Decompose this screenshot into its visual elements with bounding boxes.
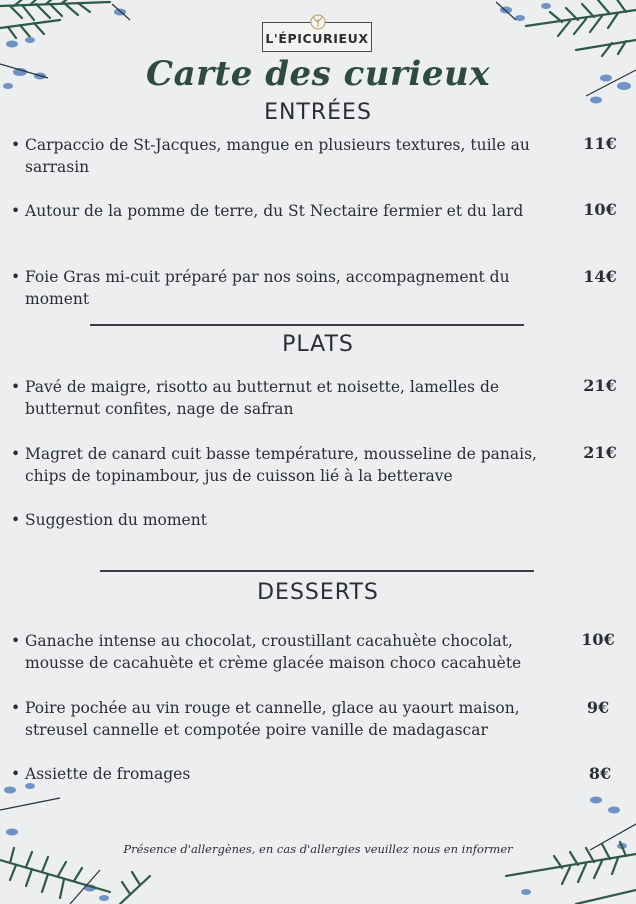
menu-item-price: 9€ <box>586 698 610 717</box>
menu-item-price: 21€ <box>583 376 617 395</box>
section-divider <box>90 324 524 326</box>
menu-item: • Autour de la pomme de terre, du St Nectaire fermier et du lard <box>11 200 571 222</box>
section-title-plats: PLATS <box>282 332 354 357</box>
menu-item: • Carpaccio de St-Jacques, mangue en plusieurs textures, tuile au sarrasin <box>11 134 571 178</box>
menu-item-price: 8€ <box>588 764 612 783</box>
menu-item-price: 10€ <box>581 630 615 649</box>
menu-title: Carte des curieux <box>146 54 490 94</box>
menu-item: • Pavé de maigre, risotto au butternut et noisette, lamelles de butternut confites, nage de safran <box>11 376 571 420</box>
menu-item-price: 11€ <box>583 134 617 153</box>
section-divider <box>100 570 534 572</box>
menu-item: • Foie Gras mi-cuit préparé par nos soins, accompagnement du moment <box>11 266 571 310</box>
menu-item: • Ganache intense au chocolat, croustillant cacahuète chocolat, mousse de cacahuète et crème glacée maison choco cacahuète <box>11 630 571 674</box>
menu-item-price: 10€ <box>583 200 617 219</box>
restaurant-logo <box>262 22 372 52</box>
menu-item: • Assiette de fromages <box>11 763 571 785</box>
section-title-entrees: ENTRÉES <box>264 100 372 125</box>
allergen-notice: Présence d'allergènes, en cas d'allergies veuillez nous en informer <box>123 842 513 856</box>
logo-wordmark: L'ÉPICURIEUX <box>265 31 369 46</box>
menu-item-price: 21€ <box>583 443 617 462</box>
section-title-desserts: DESSERTS <box>257 580 379 605</box>
menu-item: • Poire pochée au vin rouge et cannelle, glace au yaourt maison, streusel cannelle et compotée poire vanille de madagascar <box>11 697 571 741</box>
menu-item: • Suggestion du moment <box>11 509 571 531</box>
menu-item-price: 14€ <box>583 267 617 286</box>
menu-item: • Magret de canard cuit basse température, mousseline de panais, chips de topinambour, jus de cuisson lié à la betterave <box>11 443 571 487</box>
